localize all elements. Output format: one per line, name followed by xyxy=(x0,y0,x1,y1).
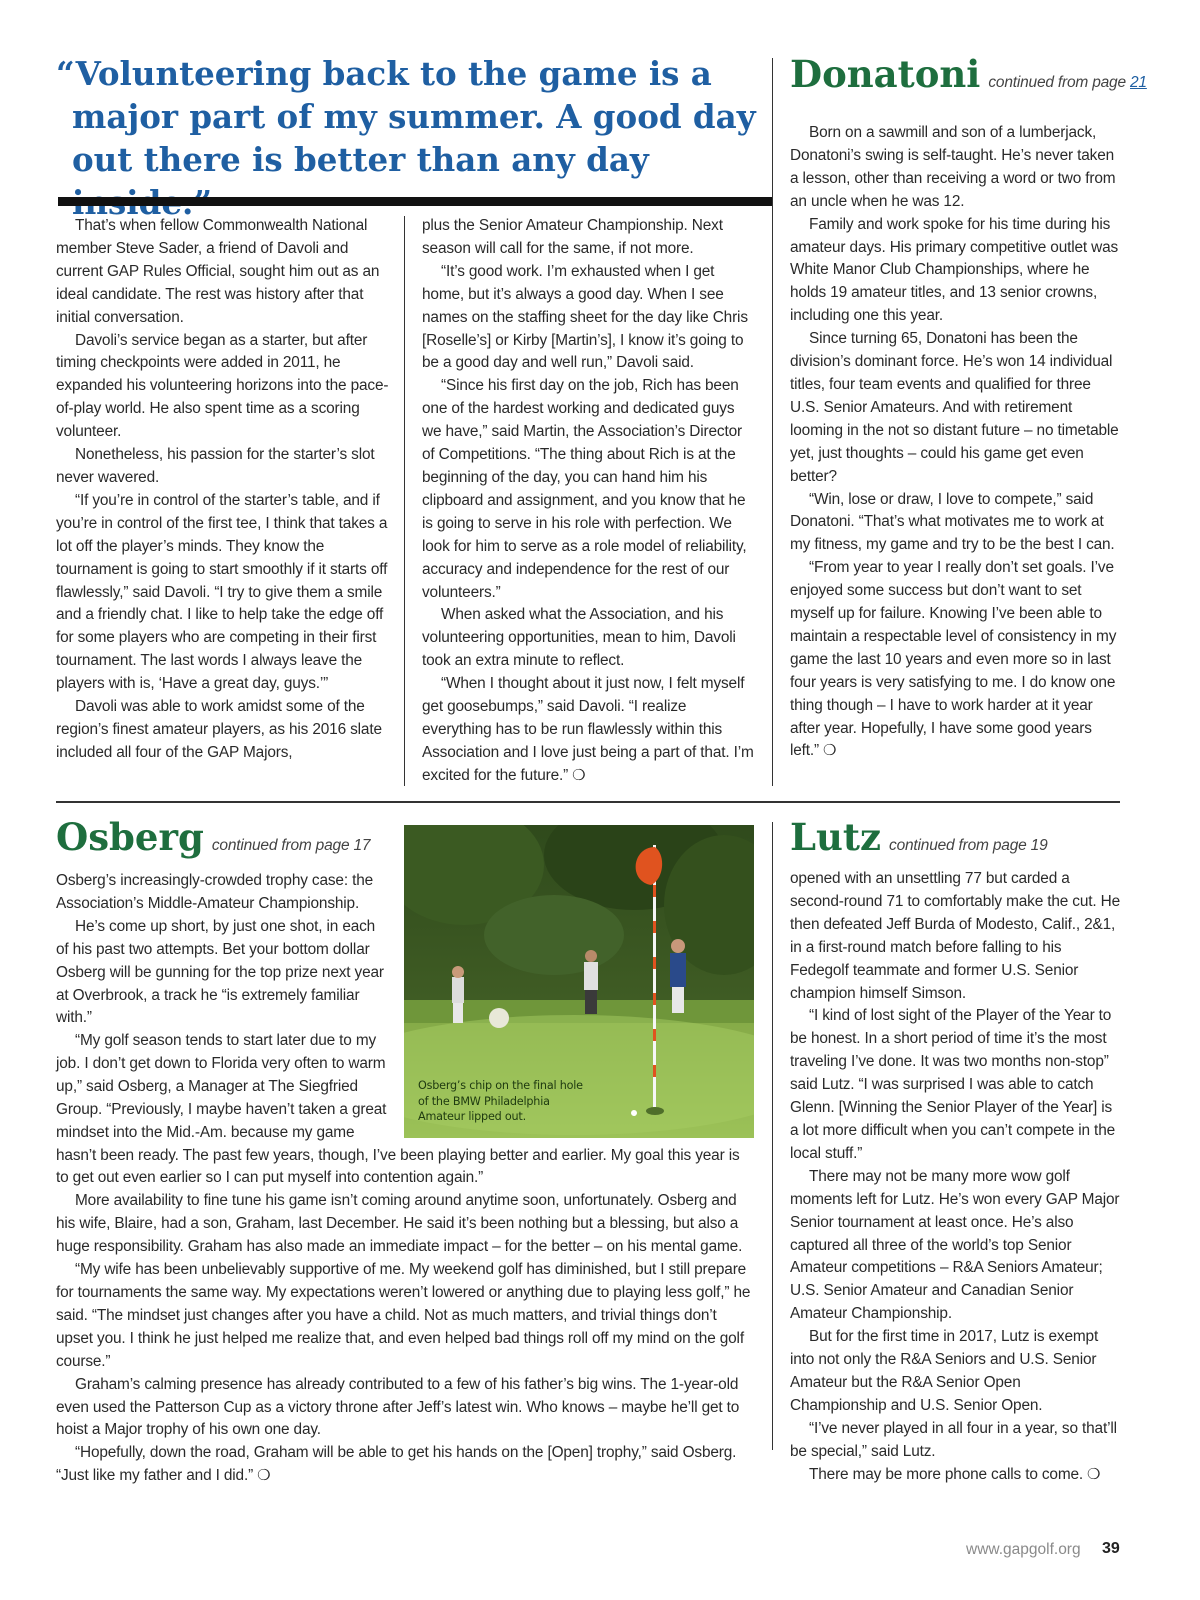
davoli-paragraph: “Since his first day on the job, Rich has been one of the hardest working and dedicated guys we have,” said Martin, the Association’s Director of Competitions. “The thing about Rich is at the beginning of the day, you can hand him his clipboard and assignment, and you know that he is going to serve in his role with perfection. We look for him to serve as a role model of reliability, accuracy and independence for the rest of our volunteers.” xyxy=(422,377,747,601)
donatoni-paragraph: Family and work spoke for his time during his amateur days. His primary competitive outlet was White Manor Club Championships, where he holds 19 amateur titles, and 13 senior crowns, including one this year. xyxy=(790,215,1119,325)
end-mark-icon: ❍ xyxy=(823,742,837,760)
end-mark-icon: ❍ xyxy=(257,1467,271,1485)
website-link[interactable]: www.gapgolf.org xyxy=(966,1541,1081,1558)
lutz-paragraph: There may not be many more wow golf moments left for Lutz. He’s won every GAP Major Senior tournament at least once. He’s also captured all three of the world’s top Senior Amateur competitions – R&A Seniors Amateur; U.S. Senior Amateur and Canadian Senior Amateur Championship. xyxy=(790,1167,1120,1323)
osberg-paragraph: He’s come up short, by just one shot, in each of his past two attempts. Bet your bottom dollar Osberg will be gunning for the top prize next year at Overbrook, a track he “is extremely familiar with.” xyxy=(56,917,384,1027)
donatoni-title: Donatoni xyxy=(790,52,981,96)
donatoni-page-link[interactable]: 21 xyxy=(1130,74,1147,91)
osberg-column-narrow xyxy=(56,870,390,1030)
lutz-final-text: There may be more phone calls to come. xyxy=(809,1465,1084,1483)
osberg-heading xyxy=(56,815,370,868)
davoli-paragraph: Davoli was able to work amidst some of the region’s finest amateur players, as his 2016 slate included all four of the GAP Majors, xyxy=(56,698,382,761)
lutz-continued: continued from page 19 xyxy=(889,837,1048,854)
donatoni-paragraph: Since turning 65, Donatoni has been the division’s dominant force. He’s won 14 individual titles, four team events and qualified for three U.S. Senior Amateurs. And with retirement looming in the not so distant future – no timetable yet, just thoughts – could his game get even better? xyxy=(790,330,1119,485)
donatoni-heading xyxy=(790,52,1147,105)
photo-wrap-spacer xyxy=(390,1030,756,1142)
section-divider xyxy=(56,801,1120,803)
davoli-final-text: “When I thought about it just now, I felt myself get goosebumps,” said Davoli. “I realize everything has to be run flawlessly within this Association and I love just being a part of that. I’m excited for the future.” xyxy=(422,675,754,784)
lutz-column xyxy=(790,868,1120,1486)
donatoni-paragraph: Born on a sawmill and son of a lumberjack, Donatoni’s swing is self-taught. He’s never taken a lesson, other than receiving a word or two from an uncle when he was 12. xyxy=(790,124,1116,210)
lutz-paragraph: “I’ve never played in all four in a year, so that’ll be special,” said Lutz. xyxy=(790,1419,1117,1460)
davoli-paragraph: Nonetheless, his passion for the starter’s slot never wavered. xyxy=(56,446,375,486)
osberg-continued: continued from page 17 xyxy=(211,837,371,854)
davoli-column-1 xyxy=(56,215,389,765)
lutz-paragraph: “I kind of lost sight of the Player of the Year to be honest. In a short period of time it’s the most traveling I’ve done. It was two months non-stop” said Lutz. “I was surprised I was able to catch Glenn. [Winning the Senior Player of the Year] is a lot more difficult when you can’t compete in the local stuff.” xyxy=(790,1007,1116,1162)
davoli-paragraph xyxy=(422,673,756,788)
donatoni-paragraph: “Win, lose or draw, I love to compete,” said Donatoni. “That’s what motivates me to work at my fitness, my game and try to be the best I can. xyxy=(790,490,1115,554)
photo-caption: Osberg’s chip on the final hole of the BMW Philadelphia Amateur lipped out. xyxy=(418,1079,583,1123)
column-divider xyxy=(772,58,773,786)
davoli-paragraph: plus the Senior Amateur Championship. Next season will call for the same, if not more. xyxy=(422,217,723,257)
lutz-heading xyxy=(790,815,1048,868)
pull-quote: “Volunteering back to the game is a major part of my summer. A good day out there is better than any day xyxy=(56,54,756,179)
lutz-paragraph xyxy=(790,1464,1120,1487)
davoli-paragraph: Davoli’s service began as a starter, but after timing checkpoints were added in 2011, he expanded his volunteering horizons into the pace-of-play world. He also spent time as a scoring volunteer. xyxy=(56,331,389,441)
end-mark-icon: ❍ xyxy=(572,766,586,784)
davoli-paragraph: That’s when fellow Commonwealth National member Steve Sader, a friend of Davoli and current GAP Rules Official, sought him out as an ideal candidate. The rest was history after that initial conversation. xyxy=(56,217,380,326)
end-mark-icon: ❍ xyxy=(1087,1465,1101,1483)
lutz-paragraph: But for the first time in 2017, Lutz is exempt into not only the R&A Seniors and U.S. Senior Amateur but the R&A Senior Open Championship and U.S. Senior Open. xyxy=(790,1328,1099,1414)
osberg-paragraph: More availability to fine tune his game isn’t coming around anytime soon, unfortunately. Osberg and his wife, Blaire, had a son, Graham, last December. He said it’s been nothing but a blessing, but also a huge responsibility. Graham has also made an immediate impact – for the better – on his mental game. xyxy=(56,1192,743,1256)
column-divider xyxy=(404,216,405,786)
osberg-column-wide xyxy=(56,1030,756,1488)
donatoni-continued xyxy=(988,74,1146,91)
column-divider xyxy=(772,822,773,1450)
osberg-final-text: “Hopefully, down the road, Graham will be able to get his hands on the [Open] trophy,” said Osberg. “Just like my father and I did.” xyxy=(56,1444,737,1485)
davoli-paragraph: “It’s good work. I’m exhausted when I get home, but it’s always a good day. When I see names on the staffing sheet for the day like Chris [Roselle’s] or Kirby [Martin’s], I know it’s going to be a good day and well run,” Davoli said. xyxy=(422,262,748,372)
davoli-paragraph: When asked what the Association, and his volunteering opportunities, mean to him, Davoli took an extra minute to reflect. xyxy=(422,606,736,670)
page-number: 39 xyxy=(1102,1540,1120,1557)
donatoni-paragraph xyxy=(790,557,1120,763)
lutz-paragraph: opened with an unsettling 77 but carded a second-round 71 to comfortably make the cut. He then defeated Jeff Burda of Modesto, Calif., 2&1, in a first-round match before falling to his Fedegolf teammate and former U.S. Senior champion himself Simson. xyxy=(790,870,1121,1002)
osberg-paragraph: Osberg’s increasingly-crowded trophy case: the Association’s Middle-Amateur Championship. xyxy=(56,872,374,912)
osberg-paragraph xyxy=(56,1442,756,1488)
osberg-paragraph: “My wife has been unbelievably supportive of me. My weekend golf has diminished, but I still prepare for tournaments the same way. My expectations weren’t lowered or anything due to playing less golf,” he said. “The mindset just changes after you have a child. Not as much matters, and trivial things don’t upset you. I think he just helped me realize that, and even helped bad things roll off my mind on the golf course.” xyxy=(56,1261,751,1370)
osberg-paragraph: “My golf season tends to start later due to my job. I don’t get down to Florida very often to warm up,” said Osberg, a Manager at The Siegfried Group. “Previously, I maybe haven’t taken a great mindset into the Mid.-Am. because my game hasn’t been ready. The past few years, though, I’ve been playing better and earlier. My goal this year is to get out even earlier so I can put myself into contention again.” xyxy=(56,1032,740,1187)
davoli-column-2 xyxy=(422,215,756,788)
donatoni-final-text: “From year to year I really don’t set goals. I’ve enjoyed some success but don’t want to set myself up for failure. Knowing I’ve been able to maintain a respectable level of consistency in my game the last 10 years and even more so in last four years is very satisfying to me. I do know one thing though – I have to work harder at it year after year. Hopefully, I have some good years left.” xyxy=(790,559,1117,760)
pull-quote-rule xyxy=(58,197,773,206)
osberg-paragraph: Graham’s calming presence has already contributed to a few of his father’s big wins. The 1-year-old even used the Patterson Cup as a victory throne after Jeff’s latest win. Who knows – maybe he’ll get to hoist a Major trophy of his own one day. xyxy=(56,1375,740,1439)
davoli-paragraph: “If you’re in control of the starter’s table, and if you’re in control of the first tee, I think that takes a lot off the player’s minds. They know the tournament is going to start smoothly if it starts off flawlessly,” said Davoli. “I try to give them a smile and a friendly chat. I like to help take the edge off for some players who are competing in their first tournament. The last words I always leave the players with is, ‘Have a great day, guys.’” xyxy=(56,491,388,693)
osberg-title: Osberg xyxy=(56,815,204,859)
lutz-title: Lutz xyxy=(790,815,882,859)
donatoni-column xyxy=(790,122,1120,763)
donatoni-continued-text: continued from page xyxy=(988,74,1126,91)
